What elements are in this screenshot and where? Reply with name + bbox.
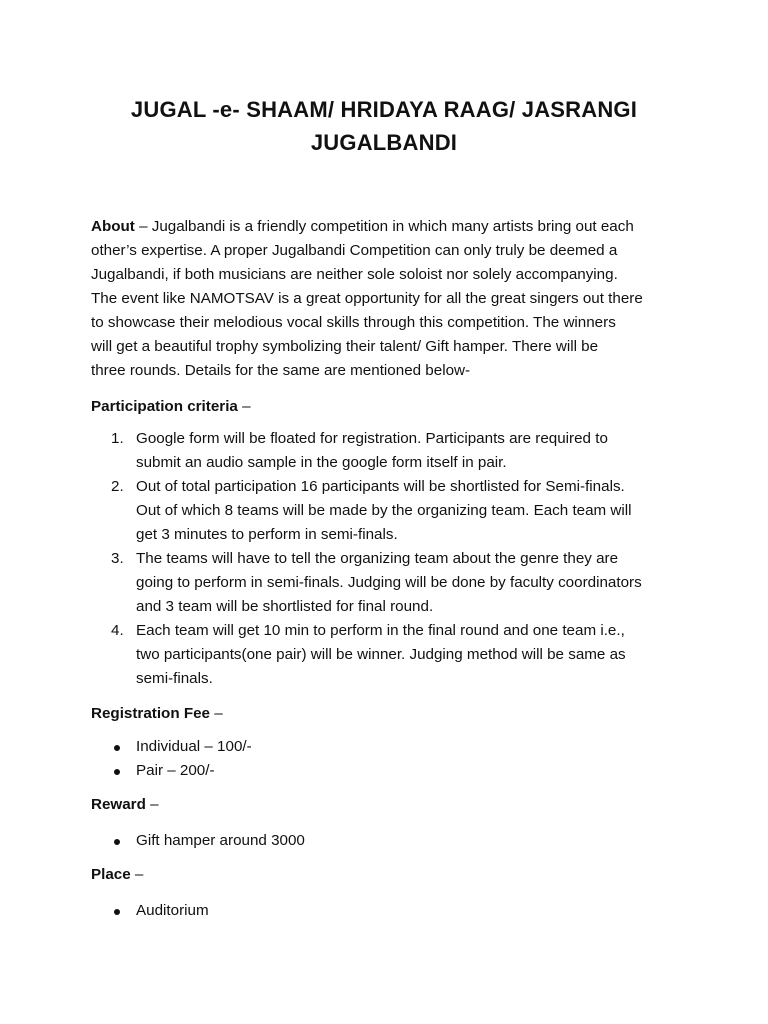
list-item-text: Individual – 100/- — [136, 738, 252, 755]
participation-label: Participation criteria — [91, 398, 238, 415]
list-item-number: 2. — [111, 478, 124, 495]
list-item-text: Gift hamper around 3000 — [136, 832, 305, 849]
place-heading — [91, 863, 143, 887]
list-item — [91, 619, 691, 691]
list-item — [91, 475, 691, 547]
participation-list — [91, 427, 691, 691]
list-item-number: 3. — [111, 550, 124, 567]
bullet-icon — [114, 839, 120, 845]
document-title — [90, 93, 678, 159]
registration-heading — [91, 702, 223, 726]
reward-dash: – — [145, 796, 159, 813]
bullet-icon — [114, 769, 120, 775]
participation-heading — [91, 395, 251, 419]
list-item-text: Google form will be floated for registration. Participants are required to submit an audio sample in the google form itself in pair. — [136, 430, 608, 471]
list-item-text: Pair – 200/- — [136, 762, 215, 779]
about-paragraph — [91, 215, 691, 383]
list-item — [91, 759, 691, 783]
registration-dash: – — [210, 705, 223, 722]
list-item-number: 1. — [111, 430, 124, 447]
list-item — [91, 547, 691, 619]
list-item — [91, 427, 691, 475]
list-item-text: Each team will get 10 min to perform in the final round and one team i.e., two participants(one pair) will be winner. Judging method will be same as semi-finals. — [136, 622, 626, 687]
title-line-2: JUGALBANDI — [310, 130, 458, 155]
list-item-text: Out of total participation 16 participants will be shortlisted for Semi-finals. Out of which 8 teams will be made by the organizing team. Each team will get 3 minutes to perform in semi-finals. — [136, 478, 632, 543]
registration-label: Registration Fee — [91, 705, 210, 722]
bullet-icon — [114, 909, 120, 915]
place-dash: – — [130, 866, 144, 883]
reward-list — [91, 829, 691, 853]
list-item — [91, 829, 691, 853]
participation-dash: – — [237, 398, 251, 415]
bullet-icon — [114, 745, 120, 751]
about-label: About — [91, 218, 135, 235]
registration-list — [91, 735, 691, 783]
place-list — [91, 899, 691, 923]
list-item-text: Auditorium — [136, 902, 209, 919]
list-item — [91, 899, 691, 923]
list-item-text: The teams will have to tell the organizing team about the genre they are going to perform in semi-finals. Judging will be done by faculty coordinators and 3 team will be shortlisted for final round. — [136, 550, 642, 615]
about-text: – Jugalbandi is a friendly competition in which many artists bring out each other’s expertise. A proper Jugalbandi Competition can only truly be deemed a Jugalbandi, if both musicians are neither sole soloist nor solely accompanying. The event like NAMOTSAV is a great opportunity for all the great singers out there to showcase their melodious vocal skills through this competition. The winners will get a beautiful trophy symbolizing their talent/ Gift hamper. There will be three rounds. Details for the same are mentioned below- — [91, 218, 643, 379]
list-item — [91, 735, 691, 759]
place-label: Place — [91, 866, 131, 883]
list-item-number: 4. — [111, 622, 124, 639]
reward-heading — [91, 793, 159, 817]
reward-label: Reward — [91, 796, 146, 813]
title-line-1: JUGAL -e- SHAAM/ HRIDAYA RAAG/ JASRANGI — [130, 97, 638, 122]
